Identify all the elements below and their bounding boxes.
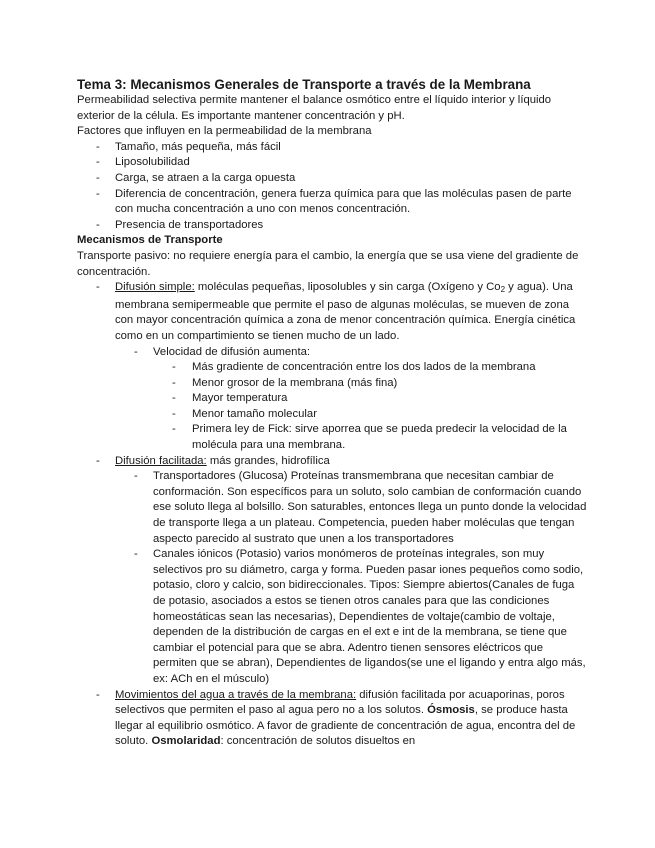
list-item: - Presencia de transportadores <box>96 218 264 231</box>
list-item: - Diferencia de concentración, genera fuerza química para que las moléculas pasen de parte con mucha concentración a uno con menos concentración. <box>96 187 572 216</box>
transport-list <box>77 280 587 750</box>
list-item: - Tamaño, más pequeña, más fácil <box>96 140 281 153</box>
simple-diffusion-label: Difusión simple: <box>115 281 195 294</box>
list-item: - Primera ley de Fick: sirve aporrea que se pueda predecir la velocidad de la molécula para una membrana. <box>172 423 567 452</box>
document-body <box>77 76 587 750</box>
simple-diffusion-item: - Difusión simple: moléculas pequeñas, liposolubles y sin carga (Oxígeno y $Co_2$ y agua). Una membrana semipermeable que permite el paso de algunas moléculas, se mueven de zona con mayor concentración química a zona de menor concentración química. Energía cinética como en un compartimiento se tienen mucho de un lado. <box>96 281 576 342</box>
intro-paragraph: Permeabilidad selectiva permite mantener el balance osmótico entre el líquido interior y líquido exterior de la célula. Es importante mantener concentración y pH. <box>77 94 552 122</box>
factors-list <box>77 140 587 234</box>
list-item: - Menor tamaño molecular <box>172 407 317 420</box>
list-item: - Transportadores (Glucosa) Proteínas transmembrana que necesitan cambiar de conformación. Son específicos para un soluto, solo cambian de conformación cuando ese soluto llega al bolsillo. Son saturables, entonces llega un punto donde la velocidad de transporte llega a un plateau. Competencia, pueden haber moléculas que tengan aspecto parecido al sustrato que unen a los transportadores <box>134 470 587 545</box>
list-item: - Menor grosor de la membrana (más fina) <box>172 376 398 389</box>
facilitated-diffusion-item: - Difusión facilitada: más grandes, hidrofílica <box>96 454 330 467</box>
page-title: Tema 3: Mecanismos Generales de Transporte a través de la Membrana <box>77 77 531 92</box>
factors-heading: Factores que influyen en la permeabilidad de la membrana <box>77 125 372 138</box>
section-heading: Mecanismos de Transporte <box>77 234 223 247</box>
passive-transport-paragraph: Transporte pasivo: no requiere energía para el cambio, la energía que se usa viene del gradiente de concentración. <box>77 249 579 278</box>
list-item: - Canales iónicos (Potasio) varios monómeros de proteínas integrales, son muy selectivos pro su diámetro, carga y forma. Pueden pasar iones pequeños como sodio, potasio, cloro y calcio, son bidireccionales. Tipos: Siempre abiertos(Canales de fuga de potasio, asociados a estos se tienen otros canales para que las condiciones homeostáticas sean las necesarias), Dependientes de voltaje(cambio de voltaje, dependen de la distribución de cargas en el ext e int de la membrana, se tiene que cambiar el potencial para que se abra. Adentro tienen sensores eléctricos que permiten que se abran), Dependientes de ligandos(se une el ligando y entra algo más, ex: ACh en el músculo) <box>134 548 586 685</box>
osmolarity-term: Osmolaridad <box>151 735 221 748</box>
list-item: - Carga, se atraen a la carga opuesta <box>96 171 296 184</box>
osmosis-term: Ósmosis <box>427 704 475 717</box>
list-item: - Mayor temperatura <box>172 392 288 405</box>
water-movement-item: - Movimientos del agua a través de la membrana: difusión facilitada por acuaporinas, poros selectivos que permiten el paso al agua pero no a los solutos. Ósmosis, se produce hasta llegar al equilibrio osmótico. A favor de gradiente de concentración de agua, encontra del de soluto. Osmolaridad: concentración de solutos disueltos en <box>96 688 576 748</box>
list-item: - Más gradiente de concentración entre los dos lados de la membrana <box>172 361 536 374</box>
rate-heading-item: - Velocidad de difusión aumenta: <box>134 345 311 358</box>
water-movement-label: Movimientos del agua a través de la membrana: <box>115 688 357 701</box>
list-item: - Liposolubilidad <box>96 156 190 169</box>
facilitated-diffusion-label: Difusión facilitada: <box>115 454 207 467</box>
